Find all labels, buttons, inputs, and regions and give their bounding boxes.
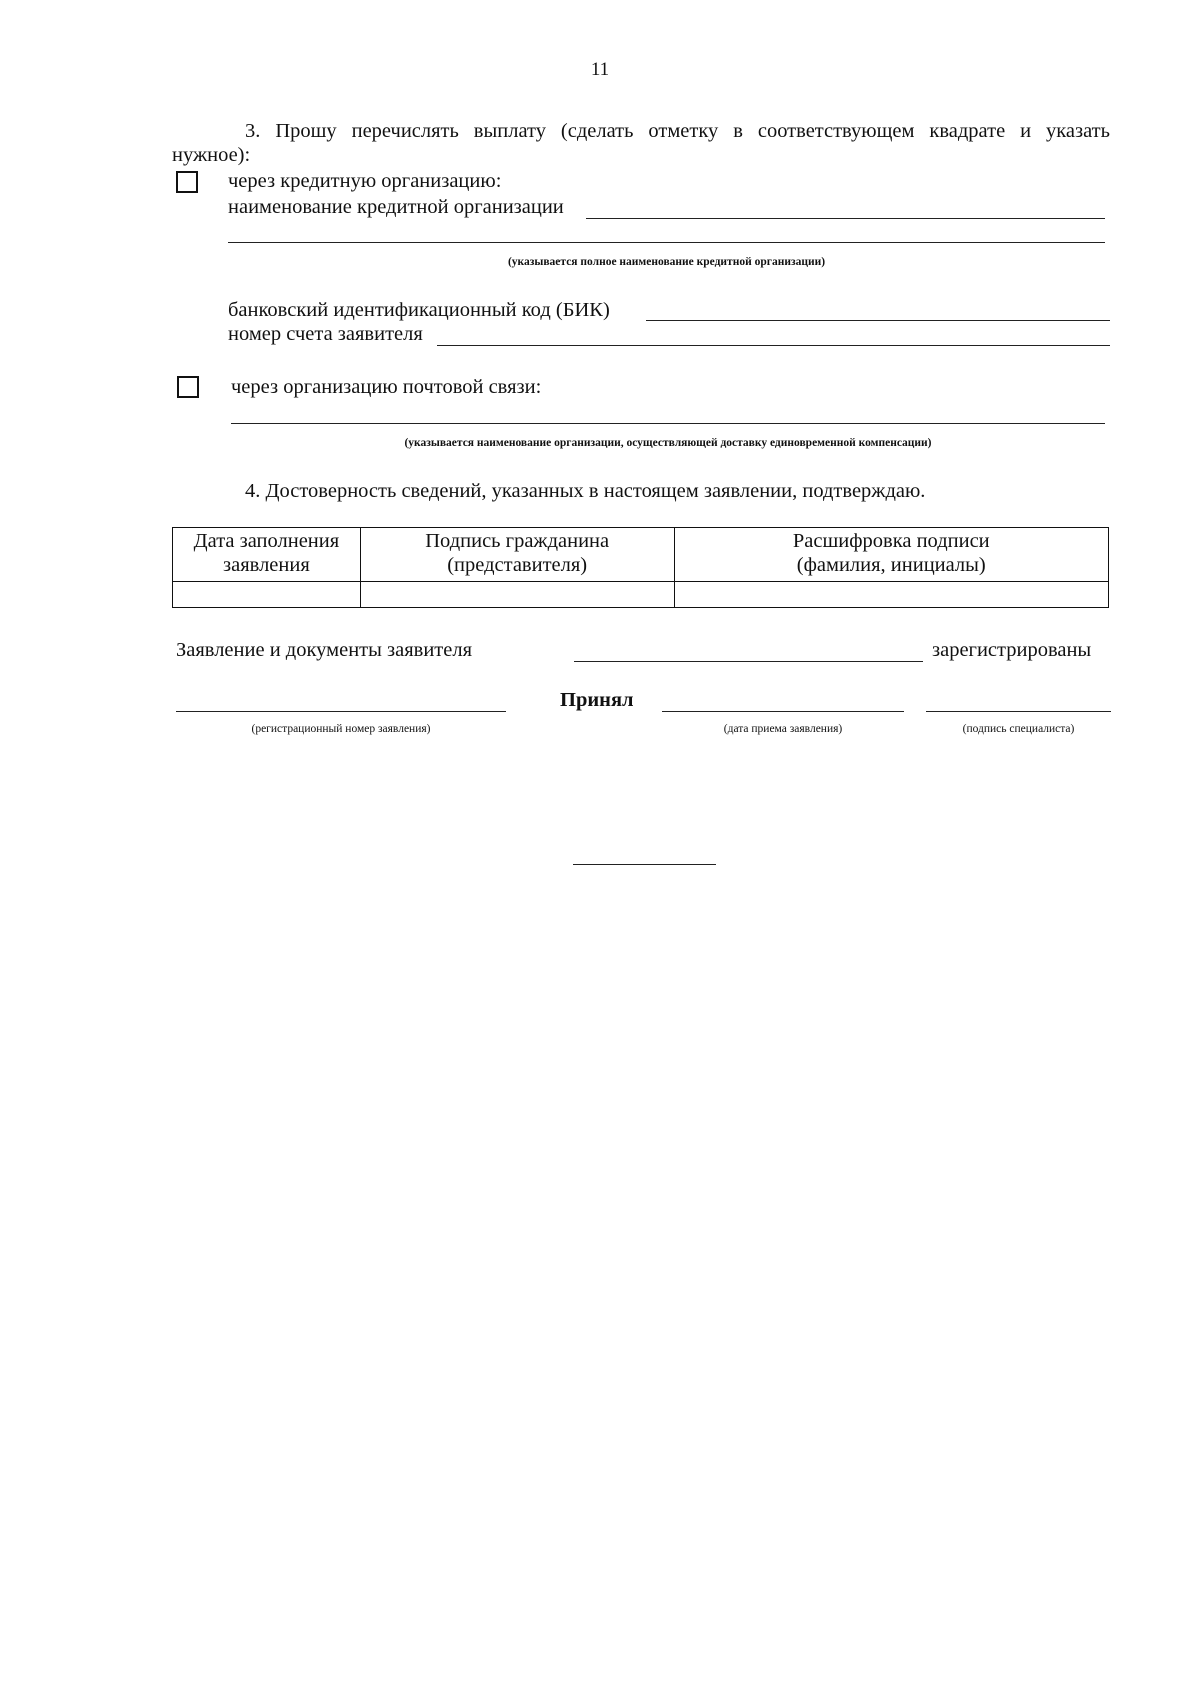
account-label: номер счета заявителя — [228, 323, 423, 345]
reg-number-field[interactable] — [176, 711, 506, 712]
signature-decoding-cell[interactable] — [674, 582, 1108, 608]
post-option-checkbox[interactable] — [177, 376, 199, 398]
section3-intro-line2: нужное): — [172, 144, 251, 166]
header-citizen-signature: Подпись гражданина (представителя) — [360, 528, 674, 582]
credit-name-hint: (указывается полное наименование кредитной организации) — [507, 256, 826, 268]
fill-date-cell[interactable] — [173, 582, 361, 608]
header-fill-date: Дата заполнения заявления — [173, 528, 361, 582]
page-number: 11 — [590, 59, 610, 80]
account-field[interactable] — [437, 345, 1110, 346]
signature-table-input-row — [173, 582, 1109, 608]
reg-number-hint: (регистрационный номер заявления) — [251, 723, 431, 735]
credit-option-label: через кредитную организацию: — [228, 170, 502, 192]
bik-field[interactable] — [646, 320, 1110, 321]
section3-intro-line1: 3. Прошу перечислять выплату (сделать отметку в соответствующем квадрате и указать — [245, 120, 1110, 142]
registration-blank[interactable] — [574, 661, 923, 662]
post-option-label: через организацию почтовой связи: — [231, 376, 542, 398]
accept-date-field[interactable] — [662, 711, 904, 712]
section4-confirmation: 4. Достоверность сведений, указанных в настоящем заявлении, подтверждаю. — [245, 480, 926, 502]
signature-table — [172, 527, 1109, 608]
credit-name-label: наименование кредитной организации — [228, 196, 564, 218]
signature-table-header-row — [173, 528, 1109, 582]
end-separator — [573, 864, 716, 865]
specialist-signature-hint: (подпись специалиста) — [962, 723, 1075, 735]
header-signature-decoding: Расшифровка подписи (фамилия, инициалы) — [674, 528, 1108, 582]
credit-name-field[interactable] — [586, 218, 1105, 219]
credit-option-checkbox[interactable] — [176, 171, 198, 193]
post-organization-hint: (указывается наименование организации, осуществляющей доставку единовременной компенсации) — [404, 437, 932, 449]
post-organization-field[interactable] — [231, 423, 1105, 424]
accept-date-hint: (дата приема заявления) — [723, 723, 843, 735]
citizen-signature-cell[interactable] — [360, 582, 674, 608]
registration-right-text: зарегистрированы — [932, 639, 1092, 661]
credit-name-field-continued[interactable] — [228, 242, 1105, 243]
specialist-signature-field[interactable] — [926, 711, 1111, 712]
accepted-label: Принял — [560, 689, 634, 711]
bik-label: банковский идентификационный код (БИК) — [228, 299, 610, 321]
registration-left-text: Заявление и документы заявителя — [176, 639, 473, 661]
